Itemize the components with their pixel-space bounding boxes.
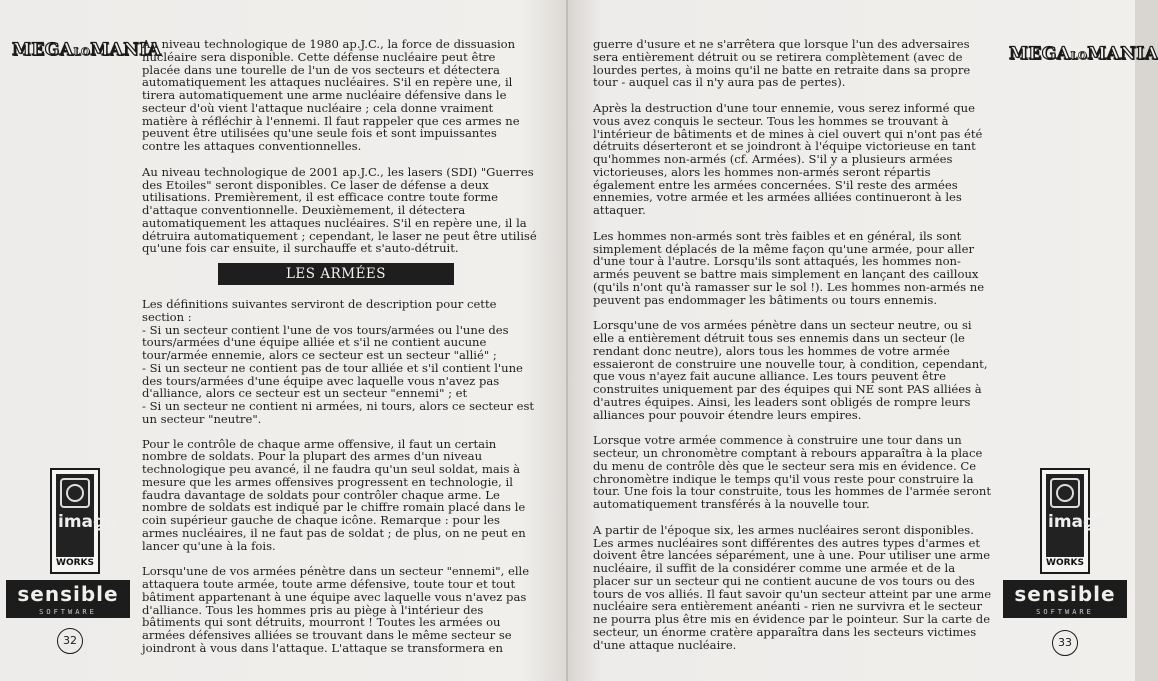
logo-text: MEGA (12, 40, 74, 60)
megalomania-logo-right (1009, 44, 1158, 64)
image-works-logo-left (50, 468, 117, 574)
right-page (568, 0, 1158, 681)
logo-text-small: LO (1070, 51, 1088, 62)
logo-word: image (1048, 512, 1107, 532)
logo-works: WORKS (1044, 557, 1086, 570)
paragraph: A partir de l'époque six, les armes nucléaires seront disponibles. Les armes nucléaires sont différentes des autres types d'armes et doivent être lancées séparément, une à une. Pour utiliser une arme nucléaire, il suffit de la considérer comme une armée et de la placer sur un secteur qui ne contient aucune de vos tours ou des tours de vos alliés. Il faut savoir qu'un secteur atteint par une arme nucléaire sera entièrement anéanti - rien ne survivra et le secteur ne pourra plus être mis en évidence par le pointeur. Sur la carte de secteur, un énorme cratère apparaîtra dans les secteurs victimes d'une attaque nucléaire. (593, 522, 992, 652)
logo-text: MANIA (90, 40, 162, 60)
emblem-ring-icon (66, 484, 84, 502)
paragraph: Les hommes non-armés sont très faibles et en général, ils sont simplement déplacés de la même façon qu'une armée, pour aller d'une tour à l'autre. Lorsqu'ils sont attaqués, les hommes non-armés peuvent se battre mais simplement en lançant des cailloux (qu'ils n'ont qu'à ramasser sur le sol !). Les hommes non-armés ne peuvent pas endommager les bâtiments ou tours ennemis. (593, 228, 985, 307)
logo-text: MANIA (1087, 44, 1158, 64)
paragraph: Lorsque votre armée commence à construire une tour dans un secteur, un chronomètre comptant à rebours apparaîtra à la place du menu de contrôle dès que le secteur sera mis en évidence. Ce chronomètre indique le temps qu'il vous reste pour construire la tour. Une fois la tour construite, tous les hommes de l'armée seront automatiquement transférés à la nouvelle tour. (593, 433, 991, 511)
definition-line: - Si un secteur contient l'une de vos tours/armées ou l'une des tours/armées d'une équipe alliée et s'il ne contient aucune tour/armée ennemie, alors ce secteur est un secteur "allié" ; (142, 322, 509, 362)
section-heading: LES ARMÉES (218, 263, 454, 285)
logo-sub: SOFTWARE (1036, 608, 1094, 616)
paragraph: Lorsqu'une de vos armées pénètre dans un secteur "ennemi", elle attaquera toute armée, toute arme défensive, toute tour et tout bâtiment appartenant à une équipe avec laquelle vous n'avez pas d'alliance. Tous les hommes pris au piège à l'intérieur des bâtiments qui sont détruits, mourront ! Toutes les armées ou armées défensives alliées se trouvant dans le même secteur se joindront à vous dans l'attaque. L'attaque se transformera en (142, 564, 530, 655)
paragraph: Pour le contrôle de chaque arme offensive, il faut un certain nombre de soldats. Pour la plupart des armes d'un niveau technologique peu avancé, il ne faudra qu'un seul soldat, mais à mesure que les armes offensives progressent en technologie, il faudra davantage de soldats pour contrôler chaque arme. Le nombre de soldats est indiqué par le chiffre romain placé dans le coin supérieur gauche de chaque icône. Remarque : pour les armes nucléaires, il ne faut pas de soldat ; de plus, on ne peut en lancer qu'une à la fois. (142, 436, 526, 553)
sensible-software-logo-left (6, 580, 130, 618)
paragraph: guerre d'usure et ne s'arrêtera que lorsque l'un des adversaires sera entièrement détruit ou se retirera complètement (avec de lourdes pertes, à moins qu'il ne batte en retraite dans sa propre tour - auquel cas il n'y aura pas de pertes). (593, 37, 971, 90)
logo-word: sensible (17, 582, 119, 606)
logo-sub: SOFTWARE (39, 608, 97, 616)
paragraph: Lorsqu'une de vos armées pénètre dans un secteur neutre, ou si elle a entièrement détruit tous ses ennemis dans un secteur (le rendant donc neutre), alors tous les hommes de votre armée essaieront de construire une nouvelle tour, à condition, cependant, que vous n'ayez fait aucune alliance. Les tours peuvent être construites uniquement par des équipes qui NE sont PAS alliées à d'autres équipes. Ainsi, les leaders sont obligés de rompre leurs alliances pour pouvoir étendre leurs empires. (593, 318, 988, 422)
left-text-column-2 (142, 298, 537, 668)
paragraph: Après la destruction d'une tour ennemie, vous serez informé que vous avez conquis le secteur. Tous les hommes se trouvant à l'intérieur de bâtiments et de mines à ciel ouvert qui n'ont pas été détruits déserteront et se joindront à l'équipe victorieuse en tant qu'hommes non-armés (cf. Armées). S'il y a plusieurs armées victorieuses, alors les hommes non-armés seront répartis également entre les armées concernées. S'il reste des armées ennemies, votre armée et les armées alliées continueront à les attaquer. (593, 101, 983, 217)
paragraph: Au niveau technologique de 2001 ap.J.C., les lasers (SDI) "Guerres des Etoiles" seront disponibles. Ce laser de défense a deux utilisations. Premièrement, il est efficace contre toute forme d'attaque conventionnelle. Deuxièmement, il détectera automatiquement les attaques nucléaires. S'il en repère une, il la détruira automatiquement ; cependant, le laser ne peut être utilisé qu'une fois car ensuite, il surchauffe et s'auto-détruit. (142, 164, 537, 256)
page-number: 32 (57, 628, 83, 654)
logo-text: MEGA (1009, 44, 1071, 64)
logo-works: WORKS (54, 557, 96, 570)
left-text-column (142, 38, 537, 268)
image-works-logo-right (1040, 468, 1107, 574)
page-number: 33 (1052, 630, 1078, 656)
emblem-ring-icon (1056, 484, 1074, 502)
right-text-column (593, 38, 993, 664)
definition-line: - Si un secteur ne contient pas de tour alliée et s'il contient l'une des tours/armées d'une équipe avec laquelle vous n'avez pas d'alliance, alors ce secteur est un secteur "ennemi" ; et (142, 360, 523, 401)
logo-text-small: LO (73, 47, 91, 58)
logo-word: sensible (1014, 582, 1116, 606)
megalomania-logo-left (12, 40, 161, 60)
left-page (0, 0, 566, 681)
paragraph: Au niveau technologique de 1980 ap.J.C., la force de dissuasion nucléaire sera disponible. Cette défense nucléaire peut être placée dans une tourelle de l'un de vos secteurs et détectera automatiquement les attaques nucléaires. S'il en repère une, il tirera automatiquement une arme nucléaire défensive dans le secteur d'où vient l'attaque nucléaire ; cela donne vraiment matière à réfléchir à l'ennemi. Il faut rappeler que ces armes ne peuvent être utilisées qu'une seule fois et sont impuissantes contre les attaques conventionnelles. (142, 37, 520, 153)
logo-word: image (58, 512, 117, 532)
sensible-software-logo-right (1003, 580, 1127, 618)
definition-line: - Si un secteur ne contient ni armées, ni tours, alors ce secteur est un secteur "neutre". (142, 399, 535, 426)
definition-line: Les définitions suivantes serviront de description pour cette section : (142, 297, 497, 324)
definitions-block (142, 298, 537, 426)
